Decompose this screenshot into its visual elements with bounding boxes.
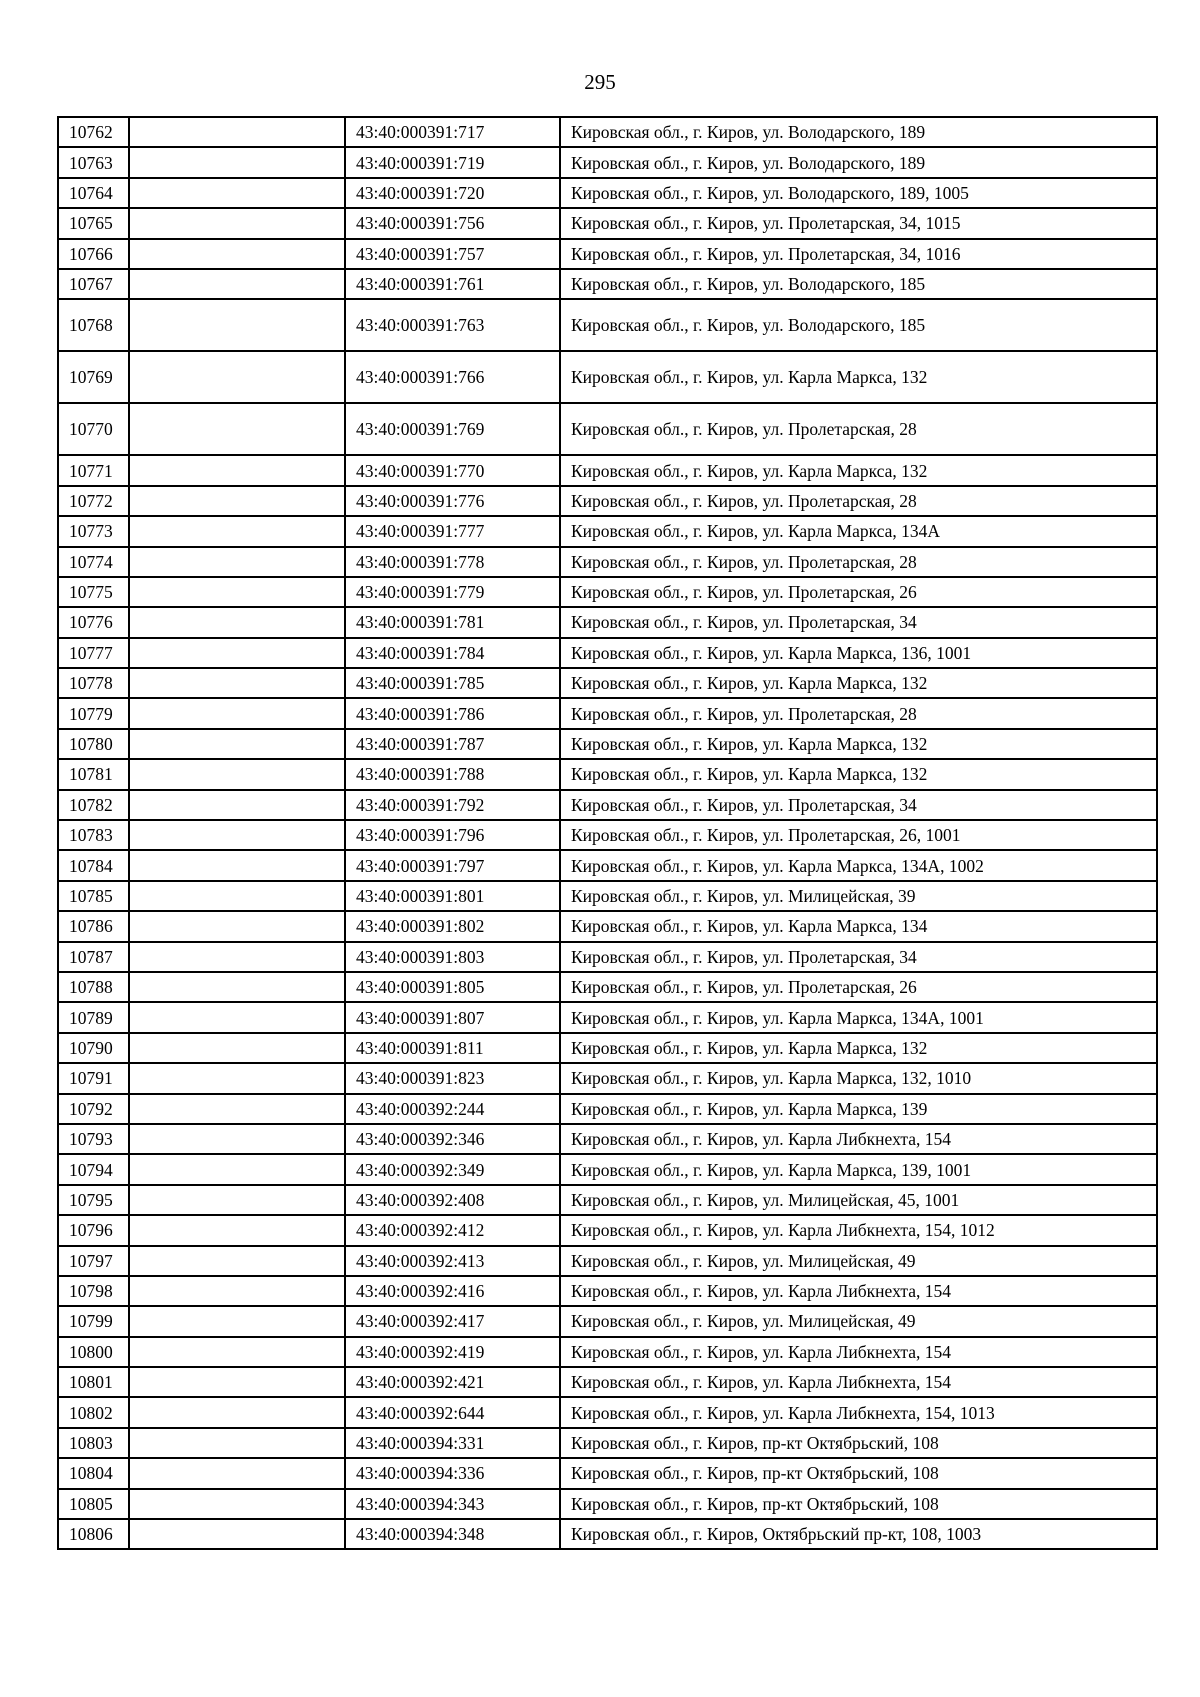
cadastral-number-cell: 43:40:000392:349 [345,1154,560,1184]
address-cell: Кировская обл., г. Киров, ул. Пролетарская, 34, 1015 [560,208,1157,238]
cadastral-number-cell: 43:40:000391:720 [345,178,560,208]
cadastral-number-cell: 43:40:000391:802 [345,911,560,941]
empty-cell [129,1215,345,1245]
table-row [58,1337,1157,1367]
empty-cell [129,790,345,820]
row-number-cell: 10765 [58,208,129,238]
cadastral-number-cell: 43:40:000391:797 [345,850,560,880]
table-row [58,942,1157,972]
address-cell: Кировская обл., г. Киров, пр-кт Октябрьский, 108 [560,1428,1157,1458]
table-row [58,1154,1157,1184]
empty-cell [129,850,345,880]
row-number-cell: 10792 [58,1094,129,1124]
cadastral-number-cell: 43:40:000392:419 [345,1337,560,1367]
address-cell: Кировская обл., г. Киров, ул. Карла Маркса, 132 [560,668,1157,698]
empty-cell [129,911,345,941]
row-number-cell: 10796 [58,1215,129,1245]
table-row [58,1458,1157,1488]
address-cell: Кировская обл., г. Киров, пр-кт Октябрьский, 108 [560,1489,1157,1519]
address-cell: Кировская обл., г. Киров, ул. Володарского, 189 [560,147,1157,177]
table-row [58,239,1157,269]
cadastral-number-cell: 43:40:000391:761 [345,269,560,299]
cadastral-number-cell: 43:40:000392:416 [345,1276,560,1306]
row-number-cell: 10787 [58,942,129,972]
address-cell: Кировская обл., г. Киров, ул. Милицейская, 49 [560,1306,1157,1336]
row-number-cell: 10782 [58,790,129,820]
row-number-cell: 10770 [58,403,129,455]
cadastral-number-cell: 43:40:000392:413 [345,1246,560,1276]
address-cell: Кировская обл., г. Киров, ул. Карла Либкнехта, 154, 1013 [560,1397,1157,1427]
cadastral-number-cell: 43:40:000391:781 [345,607,560,637]
address-cell: Кировская обл., г. Киров, ул. Карла Либкнехта, 154 [560,1124,1157,1154]
empty-cell [129,1337,345,1367]
row-number-cell: 10802 [58,1397,129,1427]
empty-cell [129,455,345,485]
row-number-cell: 10790 [58,1033,129,1063]
address-cell: Кировская обл., г. Киров, ул. Карла Маркса, 134А, 1001 [560,1002,1157,1032]
table-row [58,729,1157,759]
cadastral-number-cell: 43:40:000392:417 [345,1306,560,1336]
cadastral-number-cell: 43:40:000391:823 [345,1063,560,1093]
row-number-cell: 10763 [58,147,129,177]
empty-cell [129,1519,345,1549]
address-cell: Кировская обл., г. Киров, ул. Карла Маркса, 132 [560,759,1157,789]
table-row [58,299,1157,351]
cadastral-number-cell: 43:40:000391:786 [345,698,560,728]
table-row [58,790,1157,820]
empty-cell [129,1124,345,1154]
empty-cell [129,486,345,516]
address-cell: Кировская обл., г. Киров, ул. Карла Либкнехта, 154 [560,1337,1157,1367]
table-row [58,147,1157,177]
table-row [58,881,1157,911]
cadastral-number-cell: 43:40:000391:803 [345,942,560,972]
address-cell: Кировская обл., г. Киров, ул. Карла Маркса, 134 [560,911,1157,941]
cadastral-number-cell: 43:40:000391:807 [345,1002,560,1032]
table-row [58,351,1157,403]
table-row [58,486,1157,516]
cadastral-number-cell: 43:40:000391:801 [345,881,560,911]
registry-table-body [58,117,1157,1549]
row-number-cell: 10800 [58,1337,129,1367]
row-number-cell: 10771 [58,455,129,485]
address-cell: Кировская обл., г. Киров, ул. Карла Маркса, 136, 1001 [560,638,1157,668]
cadastral-number-cell: 43:40:000391:776 [345,486,560,516]
row-number-cell: 10778 [58,668,129,698]
cadastral-number-cell: 43:40:000391:757 [345,239,560,269]
row-number-cell: 10801 [58,1367,129,1397]
cadastral-number-cell: 43:40:000391:779 [345,577,560,607]
table-row [58,1033,1157,1063]
table-row [58,1002,1157,1032]
table-row [58,607,1157,637]
address-cell: Кировская обл., г. Киров, ул. Пролетарская, 34 [560,607,1157,637]
cadastral-number-cell: 43:40:000391:766 [345,351,560,403]
empty-cell [129,607,345,637]
row-number-cell: 10773 [58,516,129,546]
empty-cell [129,1185,345,1215]
cadastral-number-cell: 43:40:000392:644 [345,1397,560,1427]
empty-cell [129,1489,345,1519]
table-row [58,972,1157,1002]
empty-cell [129,729,345,759]
address-cell: Кировская обл., г. Киров, ул. Пролетарская, 26 [560,972,1157,1002]
empty-cell [129,351,345,403]
cadastral-number-cell: 43:40:000391:805 [345,972,560,1002]
empty-cell [129,269,345,299]
empty-cell [129,208,345,238]
row-number-cell: 10776 [58,607,129,637]
empty-cell [129,299,345,351]
table-row [58,1124,1157,1154]
cadastral-number-cell: 43:40:000391:770 [345,455,560,485]
address-cell: Кировская обл., г. Киров, ул. Володарского, 185 [560,299,1157,351]
row-number-cell: 10788 [58,972,129,1002]
row-number-cell: 10795 [58,1185,129,1215]
table-row [58,1063,1157,1093]
empty-cell [129,1397,345,1427]
address-cell: Кировская обл., г. Киров, ул. Пролетарская, 34, 1016 [560,239,1157,269]
address-cell: Кировская обл., г. Киров, ул. Карла Маркса, 132 [560,455,1157,485]
empty-cell [129,1246,345,1276]
table-row [58,1397,1157,1427]
table-row [58,269,1157,299]
empty-cell [129,668,345,698]
empty-cell [129,1367,345,1397]
row-number-cell: 10785 [58,881,129,911]
address-cell: Кировская обл., г. Киров, ул. Милицейская, 39 [560,881,1157,911]
table-row [58,759,1157,789]
empty-cell [129,516,345,546]
table-row [58,668,1157,698]
table-row [58,403,1157,455]
row-number-cell: 10804 [58,1458,129,1488]
empty-cell [129,1458,345,1488]
row-number-cell: 10774 [58,547,129,577]
cadastral-number-cell: 43:40:000391:788 [345,759,560,789]
empty-cell [129,147,345,177]
table-row [58,911,1157,941]
cadastral-number-cell: 43:40:000392:244 [345,1094,560,1124]
address-cell: Кировская обл., г. Киров, ул. Карла Маркса, 132 [560,351,1157,403]
row-number-cell: 10784 [58,850,129,880]
empty-cell [129,117,345,147]
row-number-cell: 10762 [58,117,129,147]
empty-cell [129,942,345,972]
empty-cell [129,638,345,668]
table-row [58,638,1157,668]
address-cell: Кировская обл., г. Киров, ул. Пролетарская, 28 [560,698,1157,728]
empty-cell [129,1306,345,1336]
empty-cell [129,577,345,607]
table-row [58,1367,1157,1397]
cadastral-number-cell: 43:40:000391:777 [345,516,560,546]
table-row [58,178,1157,208]
row-number-cell: 10797 [58,1246,129,1276]
address-cell: Кировская обл., г. Киров, пр-кт Октябрьский, 108 [560,1458,1157,1488]
cadastral-number-cell: 43:40:000391:756 [345,208,560,238]
table-row [58,1246,1157,1276]
table-row [58,1276,1157,1306]
table-row [58,208,1157,238]
address-cell: Кировская обл., г. Киров, ул. Володарского, 189, 1005 [560,178,1157,208]
cadastral-number-cell: 43:40:000394:336 [345,1458,560,1488]
address-cell: Кировская обл., г. Киров, ул. Милицейская, 49 [560,1246,1157,1276]
empty-cell [129,820,345,850]
row-number-cell: 10772 [58,486,129,516]
cadastral-number-cell: 43:40:000392:421 [345,1367,560,1397]
cadastral-number-cell: 43:40:000394:348 [345,1519,560,1549]
address-cell: Кировская обл., г. Киров, ул. Карла Маркса, 134А, 1002 [560,850,1157,880]
cadastral-number-cell: 43:40:000391:784 [345,638,560,668]
row-number-cell: 10775 [58,577,129,607]
table-row [58,547,1157,577]
row-number-cell: 10798 [58,1276,129,1306]
address-cell: Кировская обл., г. Киров, ул. Пролетарская, 28 [560,486,1157,516]
cadastral-number-cell: 43:40:000394:343 [345,1489,560,1519]
empty-cell [129,239,345,269]
row-number-cell: 10806 [58,1519,129,1549]
row-number-cell: 10793 [58,1124,129,1154]
empty-cell [129,1276,345,1306]
address-cell: Кировская обл., г. Киров, ул. Пролетарская, 26, 1001 [560,820,1157,850]
row-number-cell: 10789 [58,1002,129,1032]
row-number-cell: 10767 [58,269,129,299]
address-cell: Кировская обл., г. Киров, ул. Пролетарская, 28 [560,403,1157,455]
address-cell: Кировская обл., г. Киров, ул. Пролетарская, 34 [560,942,1157,972]
empty-cell [129,1002,345,1032]
table-row [58,1306,1157,1336]
empty-cell [129,1063,345,1093]
cadastral-number-cell: 43:40:000392:408 [345,1185,560,1215]
address-cell: Кировская обл., г. Киров, ул. Карла Маркса, 132 [560,1033,1157,1063]
table-row [58,1428,1157,1458]
table-row [58,1215,1157,1245]
empty-cell [129,1154,345,1184]
address-cell: Кировская обл., г. Киров, ул. Володарского, 189 [560,117,1157,147]
address-cell: Кировская обл., г. Киров, ул. Пролетарская, 26 [560,577,1157,607]
address-cell: Кировская обл., г. Киров, ул. Карла Маркса, 139 [560,1094,1157,1124]
cadastral-number-cell: 43:40:000391:769 [345,403,560,455]
address-cell: Кировская обл., г. Киров, ул. Карла Маркса, 132, 1010 [560,1063,1157,1093]
row-number-cell: 10805 [58,1489,129,1519]
empty-cell [129,698,345,728]
empty-cell [129,1094,345,1124]
table-row [58,455,1157,485]
cadastral-number-cell: 43:40:000391:763 [345,299,560,351]
address-cell: Кировская обл., г. Киров, ул. Карла Маркса, 139, 1001 [560,1154,1157,1184]
row-number-cell: 10794 [58,1154,129,1184]
cadastral-number-cell: 43:40:000392:412 [345,1215,560,1245]
row-number-cell: 10779 [58,698,129,728]
empty-cell [129,972,345,1002]
empty-cell [129,178,345,208]
row-number-cell: 10777 [58,638,129,668]
address-cell: Кировская обл., г. Киров, ул. Пролетарская, 34 [560,790,1157,820]
cadastral-number-cell: 43:40:000391:717 [345,117,560,147]
table-row [58,698,1157,728]
row-number-cell: 10791 [58,1063,129,1093]
table-row [58,1489,1157,1519]
registry-table [57,116,1158,1550]
table-row [58,1519,1157,1549]
empty-cell [129,759,345,789]
row-number-cell: 10768 [58,299,129,351]
address-cell: Кировская обл., г. Киров, ул. Карла Маркса, 132 [560,729,1157,759]
row-number-cell: 10799 [58,1306,129,1336]
row-number-cell: 10780 [58,729,129,759]
empty-cell [129,403,345,455]
cadastral-number-cell: 43:40:000391:787 [345,729,560,759]
address-cell: Кировская обл., г. Киров, ул. Карла Либкнехта, 154 [560,1276,1157,1306]
cadastral-number-cell: 43:40:000392:346 [345,1124,560,1154]
empty-cell [129,1033,345,1063]
cadastral-number-cell: 43:40:000391:792 [345,790,560,820]
table-row [58,820,1157,850]
row-number-cell: 10766 [58,239,129,269]
row-number-cell: 10769 [58,351,129,403]
address-cell: Кировская обл., г. Киров, ул. Милицейская, 45, 1001 [560,1185,1157,1215]
cadastral-number-cell: 43:40:000391:785 [345,668,560,698]
address-cell: Кировская обл., г. Киров, ул. Володарского, 185 [560,269,1157,299]
table-row [58,850,1157,880]
empty-cell [129,881,345,911]
address-cell: Кировская обл., г. Киров, ул. Карла Маркса, 134А [560,516,1157,546]
table-row [58,1094,1157,1124]
row-number-cell: 10781 [58,759,129,789]
row-number-cell: 10764 [58,178,129,208]
empty-cell [129,1428,345,1458]
table-row [58,577,1157,607]
address-cell: Кировская обл., г. Киров, ул. Пролетарская, 28 [560,547,1157,577]
cadastral-number-cell: 43:40:000391:778 [345,547,560,577]
table-row [58,1185,1157,1215]
cadastral-number-cell: 43:40:000391:719 [345,147,560,177]
cadastral-number-cell: 43:40:000391:811 [345,1033,560,1063]
empty-cell [129,547,345,577]
row-number-cell: 10783 [58,820,129,850]
page-number: 295 [584,70,616,94]
table-row [58,117,1157,147]
table-row [58,516,1157,546]
address-cell: Кировская обл., г. Киров, Октябрьский пр-кт, 108, 1003 [560,1519,1157,1549]
row-number-cell: 10803 [58,1428,129,1458]
address-cell: Кировская обл., г. Киров, ул. Карла Либкнехта, 154 [560,1367,1157,1397]
cadastral-number-cell: 43:40:000391:796 [345,820,560,850]
address-cell: Кировская обл., г. Киров, ул. Карла Либкнехта, 154, 1012 [560,1215,1157,1245]
cadastral-number-cell: 43:40:000394:331 [345,1428,560,1458]
row-number-cell: 10786 [58,911,129,941]
